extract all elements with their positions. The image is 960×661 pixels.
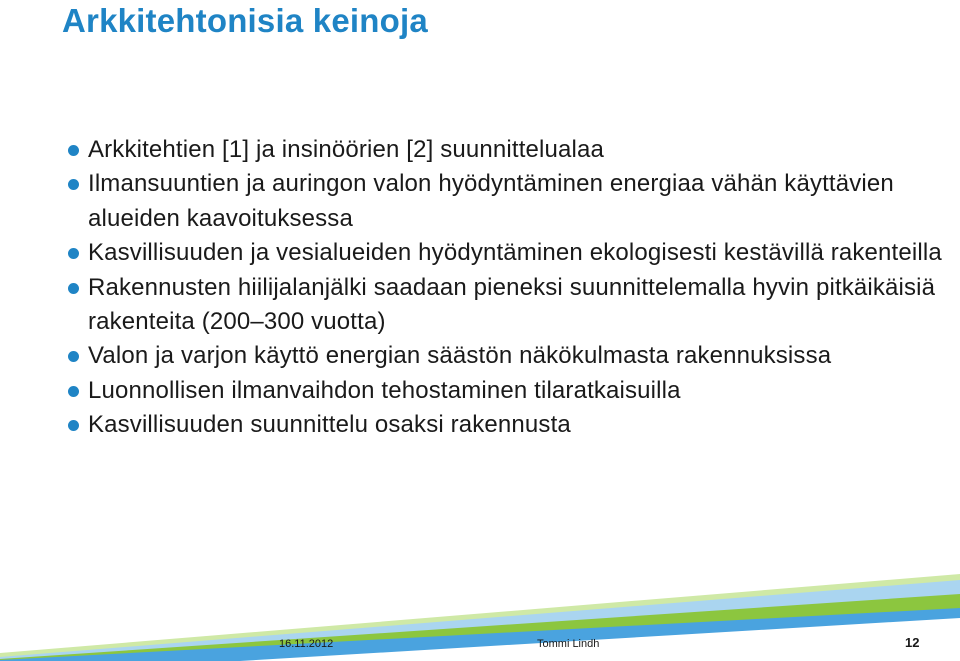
bullet-item xyxy=(68,271,948,340)
bullet-dot-icon xyxy=(68,351,79,362)
bullet-item xyxy=(68,339,948,373)
bullet-text: Valon ja varjon käyttö energian säästön näkökulmasta rakennuksissa xyxy=(88,342,832,370)
bullet-text: Kasvillisuuden ja vesialueiden hyödyntäminen ekologisesti kestävillä rakenteilla xyxy=(88,239,942,267)
bullet-dot-icon xyxy=(68,386,79,397)
bullet-text: Luonnollisen ilmanvaihdon tehostaminen tilaratkaisuilla xyxy=(88,376,681,404)
bullet-dot-icon xyxy=(68,283,79,294)
bullet-item xyxy=(68,408,948,442)
footer-wave-decoration xyxy=(0,560,960,661)
bullet-dot-icon xyxy=(68,420,79,431)
bullet-dot-icon xyxy=(68,179,79,190)
bullet-list xyxy=(68,133,948,443)
bullet-text: Kasvillisuuden suunnittelu osaksi rakennusta xyxy=(88,411,571,439)
bullet-item xyxy=(68,236,948,270)
page-number: 12 xyxy=(905,635,920,650)
bullet-text: Ilmansuuntien ja auringon valon hyödyntäminen energiaa vähän käyttävien alueiden kaavoituksessa xyxy=(88,170,894,232)
bullet-item xyxy=(68,133,948,167)
bullet-dot-icon xyxy=(68,145,79,156)
bullet-item xyxy=(68,374,948,408)
bullet-text: Rakennusten hiilijalanjälki saadaan pieneksi suunnittelemalla hyvin pitkäikäisiä rakenteita (200–300 vuotta) xyxy=(88,273,936,336)
bullet-dot-icon xyxy=(68,248,79,259)
bullet-item xyxy=(68,167,948,236)
footer-author: Tommi Lindh xyxy=(537,638,600,650)
slide-title: Arkkitehtonisia keinoja xyxy=(62,2,428,39)
footer-date: 16.11.2012 xyxy=(279,638,334,650)
bullet-text: Arkkitehtien [1] ja insinöörien [2] suunnittelualaa xyxy=(88,136,604,163)
